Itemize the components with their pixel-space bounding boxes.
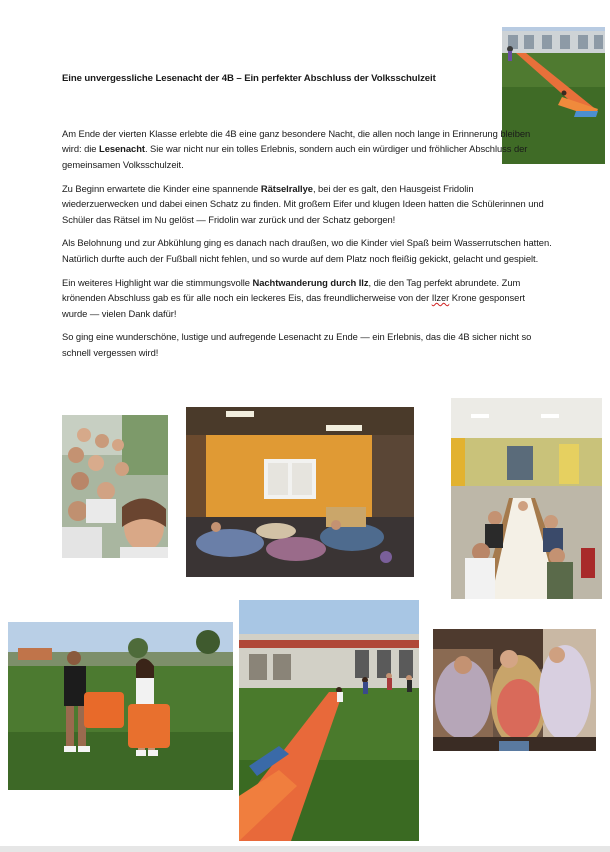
photo-sleeping-kids [433,629,596,751]
photo-classroom-night [186,407,414,577]
paragraph-raetsel-text: Zu Beginn erwartete die Kinder eine spannende [62,182,261,194]
paragraph-intro-text: Am Ende der vierten Klasse erlebte die 4B eine ganz besondere Nacht, die allen noch lange in Erinnerung bleiben wird: die [62,128,531,155]
photo-dinner-table [451,398,602,599]
article-body [62,126,552,369]
highlight-nachtwanderung: Nachtwanderung durch Ilz [252,276,369,288]
paragraph-nachtwanderung [62,275,552,321]
paragraph-intro [62,126,552,172]
highlight-lesenacht: Lesenacht [99,143,145,155]
photo-water-slide-bottom [239,600,419,841]
paragraph-nacht-text-mid: , die den Tag perfekt abrundete. Zum krönenden Abschluss gab es für alle noch ein leckeres Eis, das freundlicherweise von der [62,276,521,304]
paragraph-nacht-text: Ein weiteres Highlight war die stimmungsvolle [62,276,253,288]
page-bottom-edge [0,846,610,852]
photo-kids-with-bags [8,622,233,790]
paragraph-raetsel-text-end: , bei der es galt, den Hausgeist Fridolin wiederzuerwecken und dabei einen Schatz zu finden. Mit großem Eifer und klugen Ideen hatten die Schülerinnen und Schüler das Rätsel im Nu gelöst — Fridolin war zurück und der Schatz geborgen! [62,182,544,225]
paragraph-nacht-text-end: Krone gesponsert wurde — vielen Dank dafür! [62,292,525,319]
paragraph-raetselrallye [62,181,552,227]
paragraph-intro-text-end: . Sie war nicht nur ein tolles Erlebnis, sondern auch ein würdiger und fröhlicher Abschluss der gemeinsamen Volksschulzeit. [62,143,528,170]
paragraph-wasserrutsche: Als Belohnung und zur Abkühlung ging es danach nach draußen, wo die Kinder viel Spaß beim Wasserrutschen hatten. Natürlich durfte auch der Fußball nicht fehlen, und so wurde auf dem Platz noch fleißig gekickt, gelacht und gespielt. [62,237,552,264]
spellcheck-word-ilzer: Ilzer [431,292,450,304]
photo-group-selfie [62,415,168,558]
paragraph-closing: So ging eine wunderschöne, lustige und aufregende Lesenacht zu Ende — ein Erlebnis, das die 4B sicher nicht so schnell vergessen wird! [62,331,532,358]
highlight-raetselrallye: Rätselrallye [260,182,313,194]
article-title: Eine unvergessliche Lesenacht der 4B – Ein perfekter Abschluss der Volksschulzeit [62,73,436,84]
